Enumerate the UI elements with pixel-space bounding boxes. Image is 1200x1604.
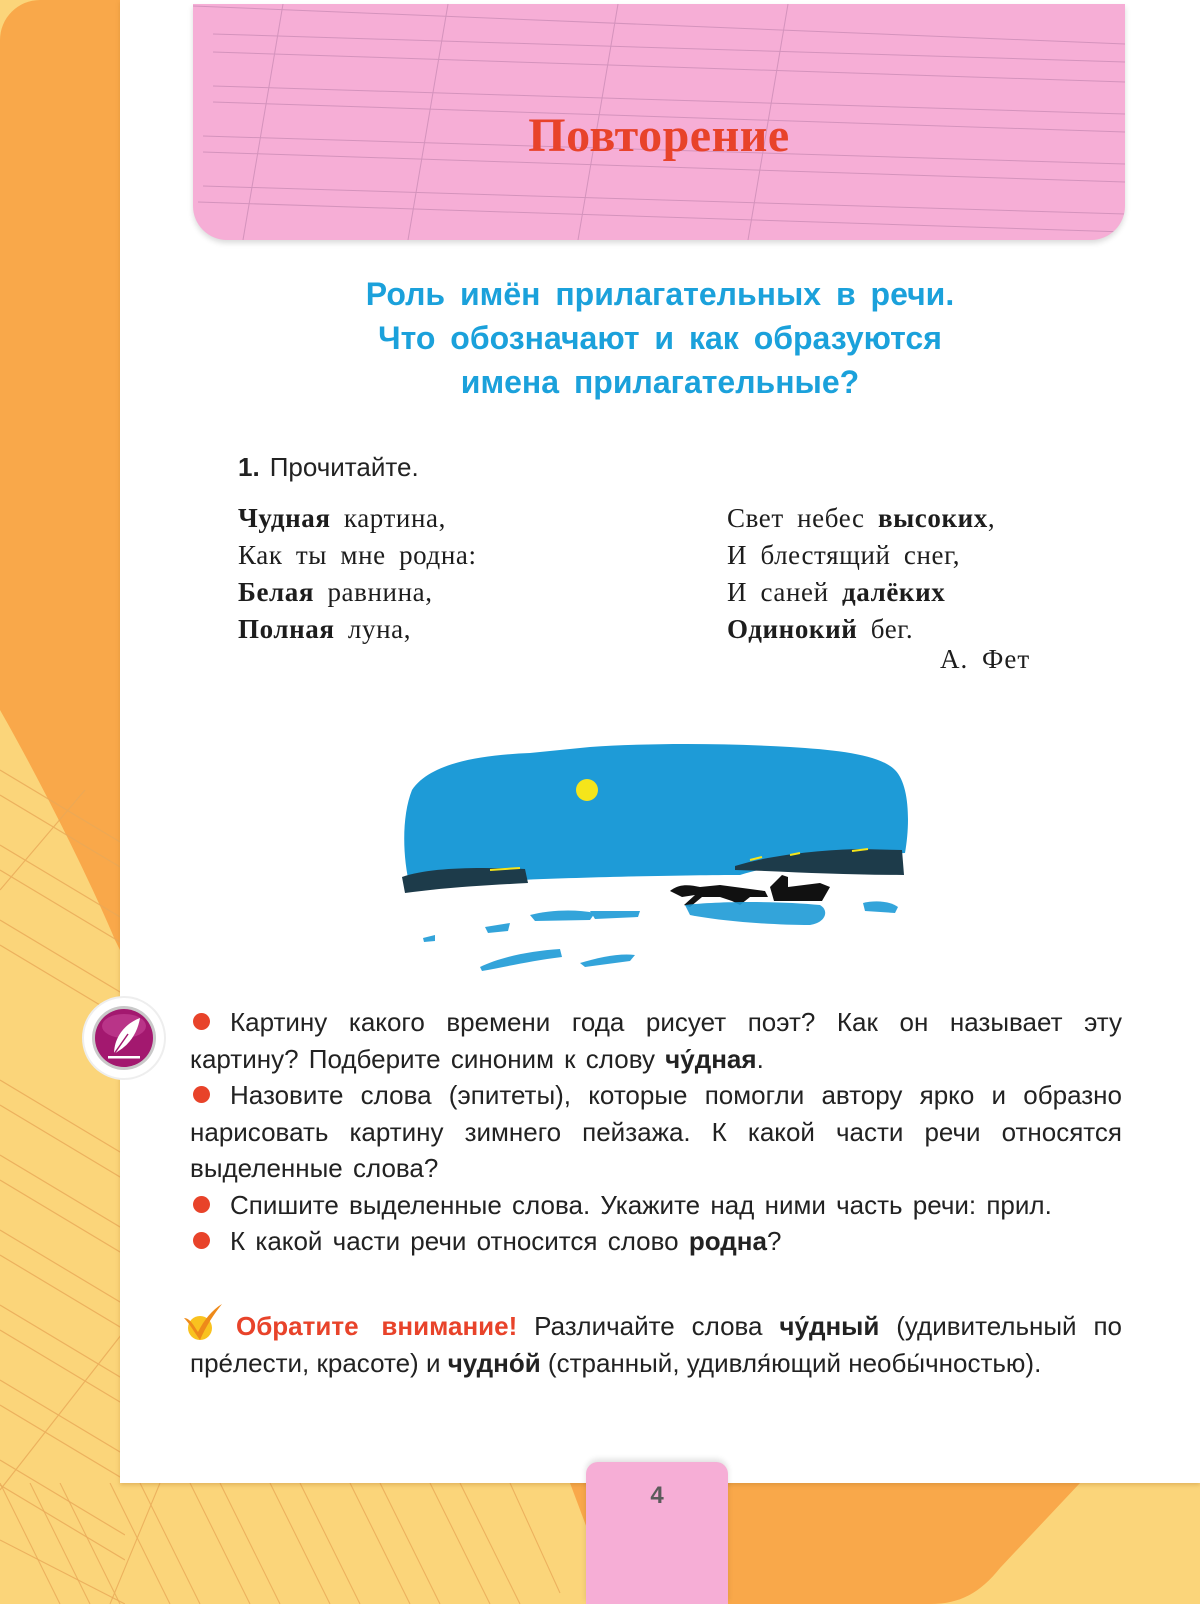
question-list: [190, 1004, 1122, 1260]
poem-left-column: [238, 500, 477, 648]
feather-pen-icon: [84, 998, 164, 1078]
subtitle-line: Роль имён прилагательных в речи.: [365, 276, 955, 312]
subtitle-line: имена прилагательные?: [460, 364, 860, 400]
exercise-instruction: Прочитайте.: [269, 452, 419, 482]
bullet-icon: [193, 1013, 210, 1030]
poem-line: Чудная картина,: [238, 503, 446, 533]
poem-right-column: [727, 500, 995, 648]
poem-line: И саней далёких: [727, 577, 946, 607]
poem-line: Одинокий бег.: [727, 614, 914, 644]
bullet-icon: [193, 1196, 210, 1213]
lesson-subtitle: [200, 272, 1120, 404]
poem-line: И блестящий снег,: [727, 540, 961, 570]
background-orange-panel: [0, 0, 125, 700]
poem-author: А. Фет: [940, 644, 1031, 674]
bullet-icon: [193, 1086, 210, 1103]
bullet-icon: [193, 1232, 210, 1249]
poem-line: Белая равнина,: [238, 577, 433, 607]
question-item: К какой части речи относится слово родна?: [190, 1223, 1122, 1260]
poem-line: Как ты мне родна:: [238, 540, 477, 570]
header-banner: [193, 4, 1125, 240]
subtitle-line: Что обозначают и как образуются: [378, 320, 942, 356]
poem-line: Свет небес высоких,: [727, 503, 996, 533]
exercise-heading: [238, 452, 419, 483]
question-item: Назовите слова (эпитеты), которые помогли автору ярко и образно нарисовать картину зимнего пейзажа. К какой части речи относятся выделенные слова?: [190, 1080, 1122, 1183]
question-item: Спишите выделенные слова. Укажите над ними часть речи: прил.: [190, 1187, 1122, 1224]
attention-label: Обратите внимание!: [236, 1311, 518, 1341]
background-stripes: [0, 760, 125, 1604]
exercise-number: 1.: [238, 452, 260, 482]
page-number-tab: [586, 1462, 728, 1604]
page-number: 4: [650, 1482, 664, 1509]
poem-line: Полная луна,: [238, 614, 412, 644]
winter-night-illustration: [390, 725, 930, 975]
writing-task-badge: [84, 998, 164, 1078]
question-item: Картину какого времени года рисует поэт? Как он называет эту картину? Подберите синоним к слову чу́дная.: [190, 1007, 1122, 1074]
moon: [576, 779, 598, 801]
page-title: Повторение: [528, 109, 790, 162]
attention-note: Обратите внимание! Различайте слова чу́дный (удивительный по пре́лести, красоте) и чудно́й (странный, удивля́ющий необы́чностью).: [190, 1311, 1122, 1378]
